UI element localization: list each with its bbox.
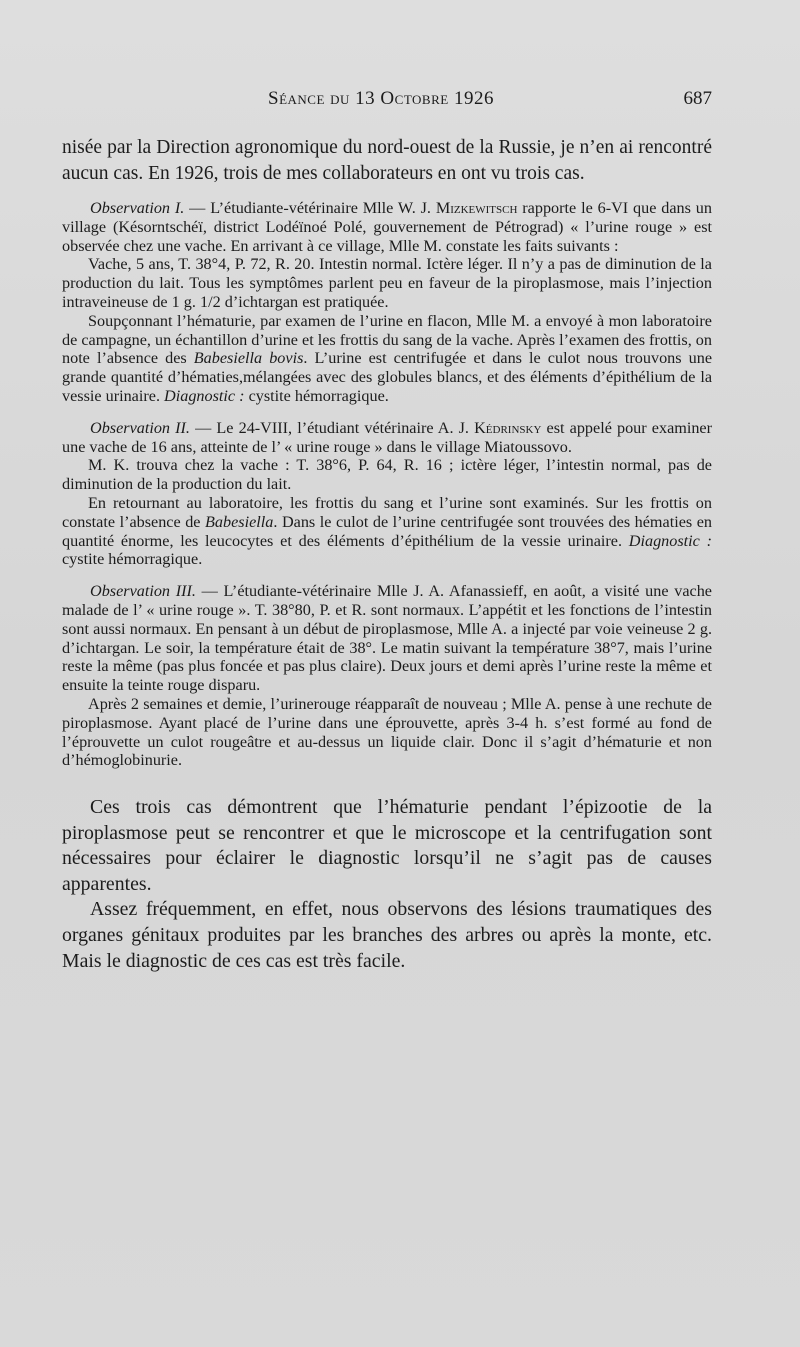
observation-3-label: Observation III.	[90, 582, 196, 601]
genus-name: Babesiella	[205, 512, 274, 531]
running-title: Séance du 13 Octobre 1926	[268, 88, 494, 109]
observation-1-lab-c: cystite hémorragique.	[244, 386, 389, 405]
conclusion-paragraph-1: Ces trois cas démontrent que l’hématurie pendant l’épizootie de la piroplasmose peut se rencontrer et que le microscope et la centrifugation sont nécessaires pour éclairer le diagnostic lorsqu’il ne s’agit pas de causes apparentes.	[62, 796, 712, 895]
intro-paragraph: nisée par la Direction agronomique du nord-ouest de la Russie, je n’en ai rencontré aucun cas. En 1926, trois de mes collaborateurs en ont vu trois cas.	[62, 137, 712, 184]
observer-name-2: Kédrinsky	[474, 418, 542, 437]
observation-2-paragraph	[62, 419, 712, 457]
observation-1-findings: Vache, 5 ans, T. 38°4, P. 72, R. 20. Intestin normal. Ictère léger. Il n’y a pas de diminution de la production du lait. Tous les symptômes parlent peu en faveur de la piroplasmose, mais l’injection intraveineuse de 1 g. 1/2 d’ichtargan est pratiquée.	[62, 255, 712, 311]
page-header	[0, 88, 800, 116]
observation-3-followup: Après 2 semaines et demie, l’urinerouge réapparaît de nouveau ; Mlle A. pense à une rechute de piroplasmose. Ayant placé de l’urine dans une éprouvette, après 3-4 h. s’est formé au fond de l’éprouvette un culot rougeâtre et au-dessus un liquide clair. Donc il s’agit d’hématurie et non d’hémoglobinurie.	[62, 694, 712, 770]
species-name: Babesiella bovis	[193, 349, 304, 368]
diagnostic-label-1: Diagnostic :	[164, 386, 245, 405]
observation-2-text-a: — Le 24-VIII, l’étudiant vétérinaire A. J.	[189, 418, 475, 437]
observation-2-label: Observation II.	[90, 418, 190, 437]
conclusion-paragraph-2: Assez fréquemment, en effet, nous observons des lésions traumatiques des organes génitaux produites par les branches des arbres ou après la monte, etc. Mais le diagnostic de ces cas est très facile.	[62, 898, 712, 972]
observation-1-text-b: rapporte le 6-VI que dans un village (Késorntschéï, district Lodéïnoé Polé, gouvernement de Pétrograd) « l’urine rouge » est observée chez une vache. En arrivant à ce village, Mlle M. constate les faits suivants :	[62, 199, 712, 255]
observation-1-lab-a: Soupçonnant l’hématurie, par examen de l’urine en flacon, Mlle M. a envoyé à mon laboratoire de campagne, un échantillon d’urine et les frottis du sang de la vache. Après l’examen des frottis, on note l’absence des	[62, 311, 712, 368]
page-body	[62, 135, 712, 974]
observation-1-lab-b: . L’urine est centrifugée et dans le culot nous trouvons une grande quantité d’hématies,mélangées avec des globules blancs, et des éléments d’épithélium de la vessie urinaire.	[62, 349, 713, 405]
observation-2-lab	[62, 494, 712, 569]
observation-2-lab-a: En retournant au laboratoire, les frottis du sang et l’urine sont examinés. Sur les frottis on constate l’absence de	[62, 493, 712, 531]
observation-1-paragraph	[62, 199, 712, 255]
observation-2-lab-b: . Dans le culot de l’urine centrifugée sont trouvées des hématies en quantité énorme, les leucocytes et des éléments d’épithélium de la vessie urinaire.	[62, 512, 712, 550]
observation-3-paragraph	[62, 582, 712, 695]
observation-1-label: Observation I.	[90, 199, 185, 217]
diagnostic-label-2: Diagnostic :	[628, 531, 713, 550]
observation-2-findings: M. K. trouva chez la vache : T. 38°6, P. 64, R. 16 ; ictère léger, l’intestin normal, pas de diminution de la production du lait.	[62, 456, 712, 494]
observation-1-text-a: — L’étudiante-vétérinaire Mlle W. J.	[184, 199, 436, 217]
observation-1-lab	[62, 312, 712, 406]
observation-2-lab-c: cystite hémorragique.	[62, 550, 203, 569]
observation-2-text-b: est appelé pour examiner une vache de 16 ans, atteinte de l’ « urine rouge » dans le village Miatoussovo.	[62, 418, 713, 456]
observer-name-1: Mizkewitsch	[435, 199, 518, 217]
page-number: 687	[683, 88, 712, 109]
observation-3-text: — L’étudiante-vétérinaire Mlle J. A. Afanassieff, en août, a visité une vache malade de l’ « urine rouge ». T. 38°80, P. et R. sont normaux. L’appétit et les fonctions de l’intestin sont aussi normaux. En pensant à un début de piroplasmose, Mlle A. a injecté par voie veineuse 2 g. d’ichtargan. Le soir, la température était de 38°. Le matin suivant la température 38°7, mais l’urine reste la même (pas plus foncée et pas plus claire). Deux jours et demi après l’urine reste la même et ensuite la teinte rouge disparu.	[62, 582, 712, 695]
